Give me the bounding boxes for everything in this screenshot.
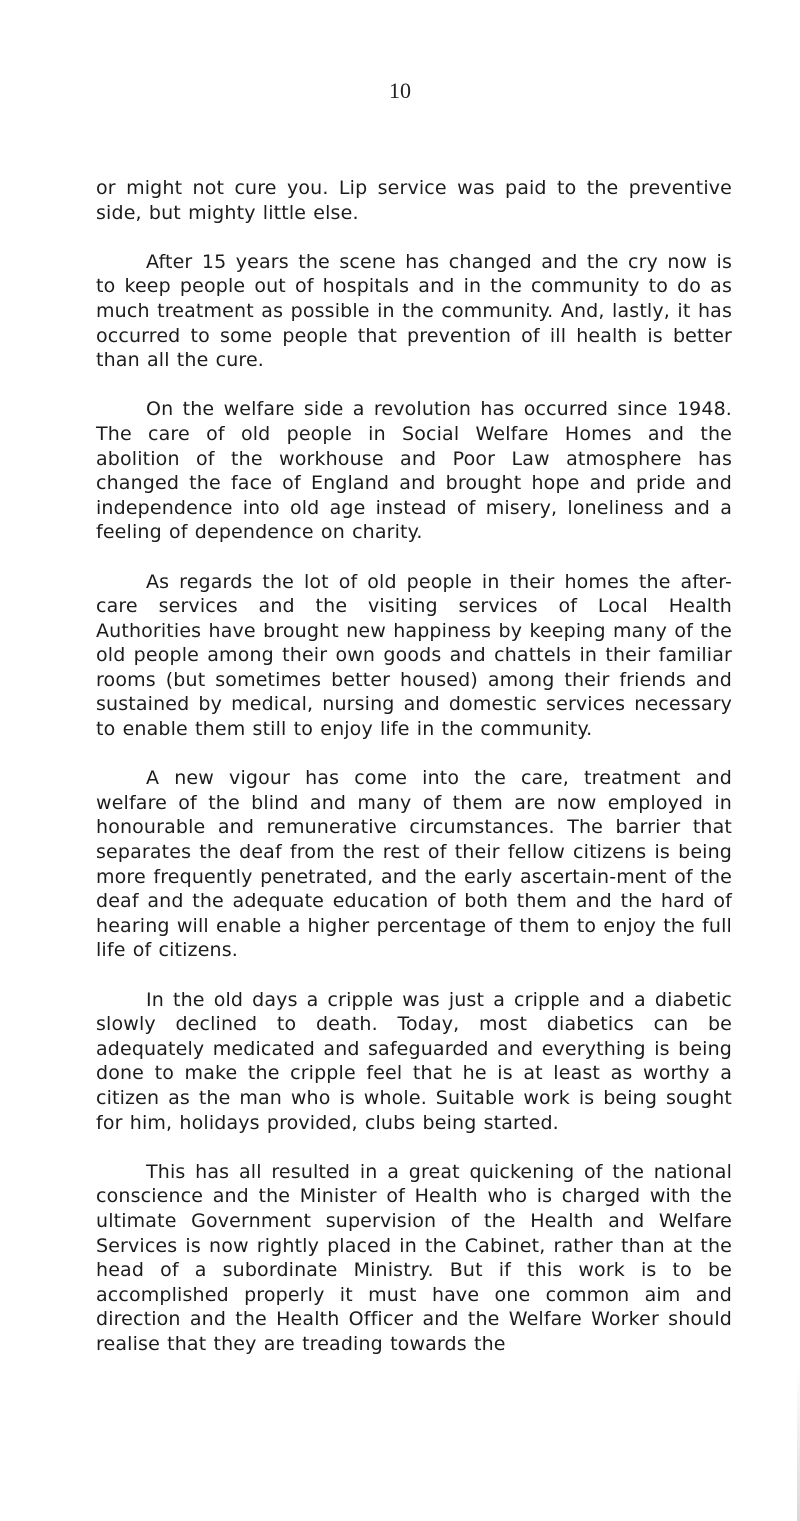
- paragraph-cripples-diabetics: In the old days a cripple was just a cripple and a diabetic slowly declined to death. Today, most diabetics can be adequately medicated and safeguarded and everything is being done to make the cripple feel that he is at least as worthy a citizen as the man who is whole. Suitable work is being sought for him, holidays provided, clubs being started.: [96, 988, 732, 1134]
- document-body: [96, 176, 732, 1357]
- paragraph-community-care: After 15 years the scene has changed and the cry now is to keep people out of hospitals and in the community to do as much treatment as possible in the community. And, lastly, it has occurred to some people that prevention of ill health is better than all the cure.: [96, 250, 732, 372]
- paragraph-welfare-revolution: On the welfare side a revolution has occurred since 1948. The care of old people in Social Welfare Homes and the abolition of the workhouse and Poor Law atmosphere has changed the face of England and brought hope and pride and independence into old age instead of misery, loneliness and a feeling of dependence on charity.: [96, 398, 732, 544]
- paragraph-continuation: or might not cure you. Lip service was paid to the preventive side, but mighty little else.: [96, 177, 732, 224]
- paragraph-national-conscience: This has all resulted in a great quickening of the national conscience and the Minister of Health who is charged with the ultimate Government supervision of the Health and Welfare Services is now rightly placed in the Cabinet, rather than at the head of a subordinate Ministry. But if this work is to be accomplished properly it must have one common aim and direction and the Health Officer and the Welfare Worker should realise that they are treading towards the: [96, 1160, 732, 1355]
- page-number: 10: [389, 78, 411, 103]
- paragraph-blind-and-deaf: A new vigour has come into the care, treatment and welfare of the blind and many of them are now employed in honourable and remunerative circumstances. The barrier that separates the deaf from the rest of their fellow citizens is being more frequently penetrated, and the early ascertain-ment of the deaf and the adequate education of both them and the hard of hearing will enable a higher percentage of them to enjoy the full life of citizens.: [96, 767, 732, 962]
- paragraph-old-people-homes: As regards the lot of old people in their homes the after-care services and the visiting services of Local Health Authorities have brought new happiness by keeping many of the old people among their own goods and chattels in their familiar rooms (but sometimes better housed) among their friends and sustained by medical, nursing and domestic services necessary to enable them still to enjoy life in the community.: [96, 570, 732, 741]
